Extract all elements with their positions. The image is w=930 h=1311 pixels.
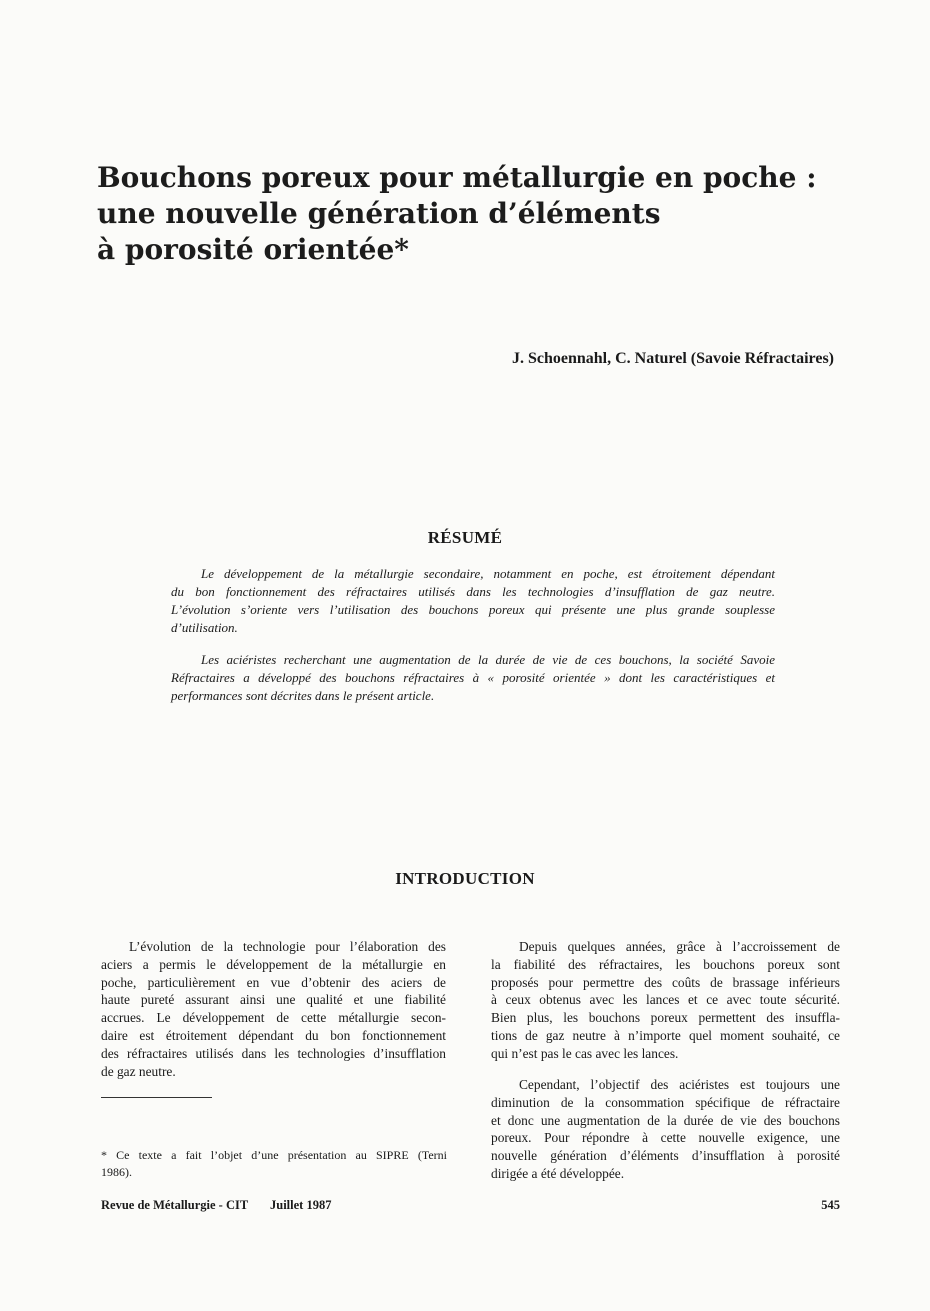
footnote-line: 1986). <box>101 1165 132 1179</box>
article-title <box>97 160 857 268</box>
intro-left-line: accrues. Le développement de cette métallurgie secon- <box>101 1010 446 1026</box>
intro-right-line: qui n’est pas le cas avec les lances. <box>491 1045 679 1061</box>
intro-left-line: de gaz neutre. <box>101 1063 176 1079</box>
resume-p2-line: Les aciéristes recherchant une augmentation de la durée de vie de ces bouchons, la société Savoie <box>201 652 775 667</box>
footnote-divider <box>101 1097 212 1098</box>
introduction-right-column-p2 <box>491 1076 840 1183</box>
title-line-2: une nouvelle génération d’éléments <box>97 197 661 230</box>
footer-journal: Revue de Métallurgie - CIT <box>101 1198 249 1212</box>
intro-right-line: proposés pour permettre des coûts de brassage inférieurs <box>491 974 840 990</box>
resume-paragraph-1 <box>171 565 775 637</box>
intro-right-line: dirigée a été développée. <box>491 1165 625 1181</box>
intro-right-line: et donc une augmentation de la durée de vie des bouchons <box>491 1112 840 1128</box>
intro-right-line: tions de gaz neutre à n’importe quel moment souhaité, ce <box>491 1027 840 1043</box>
resume-paragraph-2 <box>171 651 775 705</box>
intro-left-line: L’évolution de la technologie pour l’élaboration des <box>129 939 446 954</box>
resume-p2-line: performances sont décrites dans le présent article. <box>171 688 435 703</box>
intro-left-line: poche, particulièrement en vue d’obtenir des aciers de <box>101 974 446 990</box>
intro-right-line: la fiabilité des réfractaires, les bouchons poreux sont <box>491 956 840 972</box>
intro-left-line: aciers a permis le développement de la métallurgie en <box>101 956 446 972</box>
intro-right-line: Bien plus, les bouchons poreux permettent des insuffla- <box>491 1010 840 1026</box>
resume-p1-line: d’utilisation. <box>171 620 238 635</box>
intro-right-line: Cependant, l’objectif des aciéristes est toujours une <box>519 1077 840 1092</box>
title-line-1: Bouchons poreux pour métallurgie en poche : <box>97 161 817 194</box>
intro-left-line: des réfractaires utilisés dans les technologies d’insufflation <box>101 1045 446 1061</box>
intro-right-line: nouvelle génération d’éléments d’insufflation à porosité <box>491 1148 840 1164</box>
footer-date: Juillet 1987 <box>270 1198 332 1212</box>
title-line-3: à porosité orientée* <box>97 233 409 266</box>
page-number: 545 <box>821 1198 840 1212</box>
authors: J. Schoennahl, C. Naturel (Savoie Réfractaires) <box>511 350 834 367</box>
intro-right-line: à ceux obtenus avec les lances et ce avec toute sécurité. <box>491 992 840 1008</box>
intro-right-line: Depuis quelques années, grâce à l’accroissement de <box>519 939 840 954</box>
introduction-left-column <box>101 938 446 1080</box>
footnote-line: * Ce texte a fait l’objet d’une présentation au SIPRE (Terni <box>101 1148 447 1162</box>
resume-p1-line: Le développement de la métallurgie secondaire, notamment en poche, est étroitement dépendant <box>201 566 775 581</box>
footnote <box>101 1147 447 1181</box>
introduction-right-column-p1 <box>491 938 840 1063</box>
introduction-heading: INTRODUCTION <box>395 869 535 888</box>
resume-heading: RÉSUMÉ <box>427 528 503 547</box>
intro-left-line: daire est étroitement dépendant du bon fonctionnement <box>101 1027 446 1043</box>
intro-left-line: haute pureté assurant ainsi une qualité et une fiabilité <box>101 992 446 1008</box>
resume-p1-line: du bon fonctionnement des réfractaires utilisés dans les technologies d’insufflation de gaz neutre. <box>171 584 775 599</box>
intro-right-line: poreux. Pour répondre à cette nouvelle exigence, une <box>491 1130 840 1146</box>
resume-p2-line: Réfractaires a développé des bouchons réfractaires à « porosité orientée » dont les caractéristiques et <box>171 670 775 685</box>
intro-right-line: diminution de la consommation spécifique de réfractaire <box>491 1094 840 1110</box>
resume-p1-line: L’évolution s’oriente vers l’utilisation des bouchons poreux qui présente une plus grande souplesse <box>171 602 775 617</box>
